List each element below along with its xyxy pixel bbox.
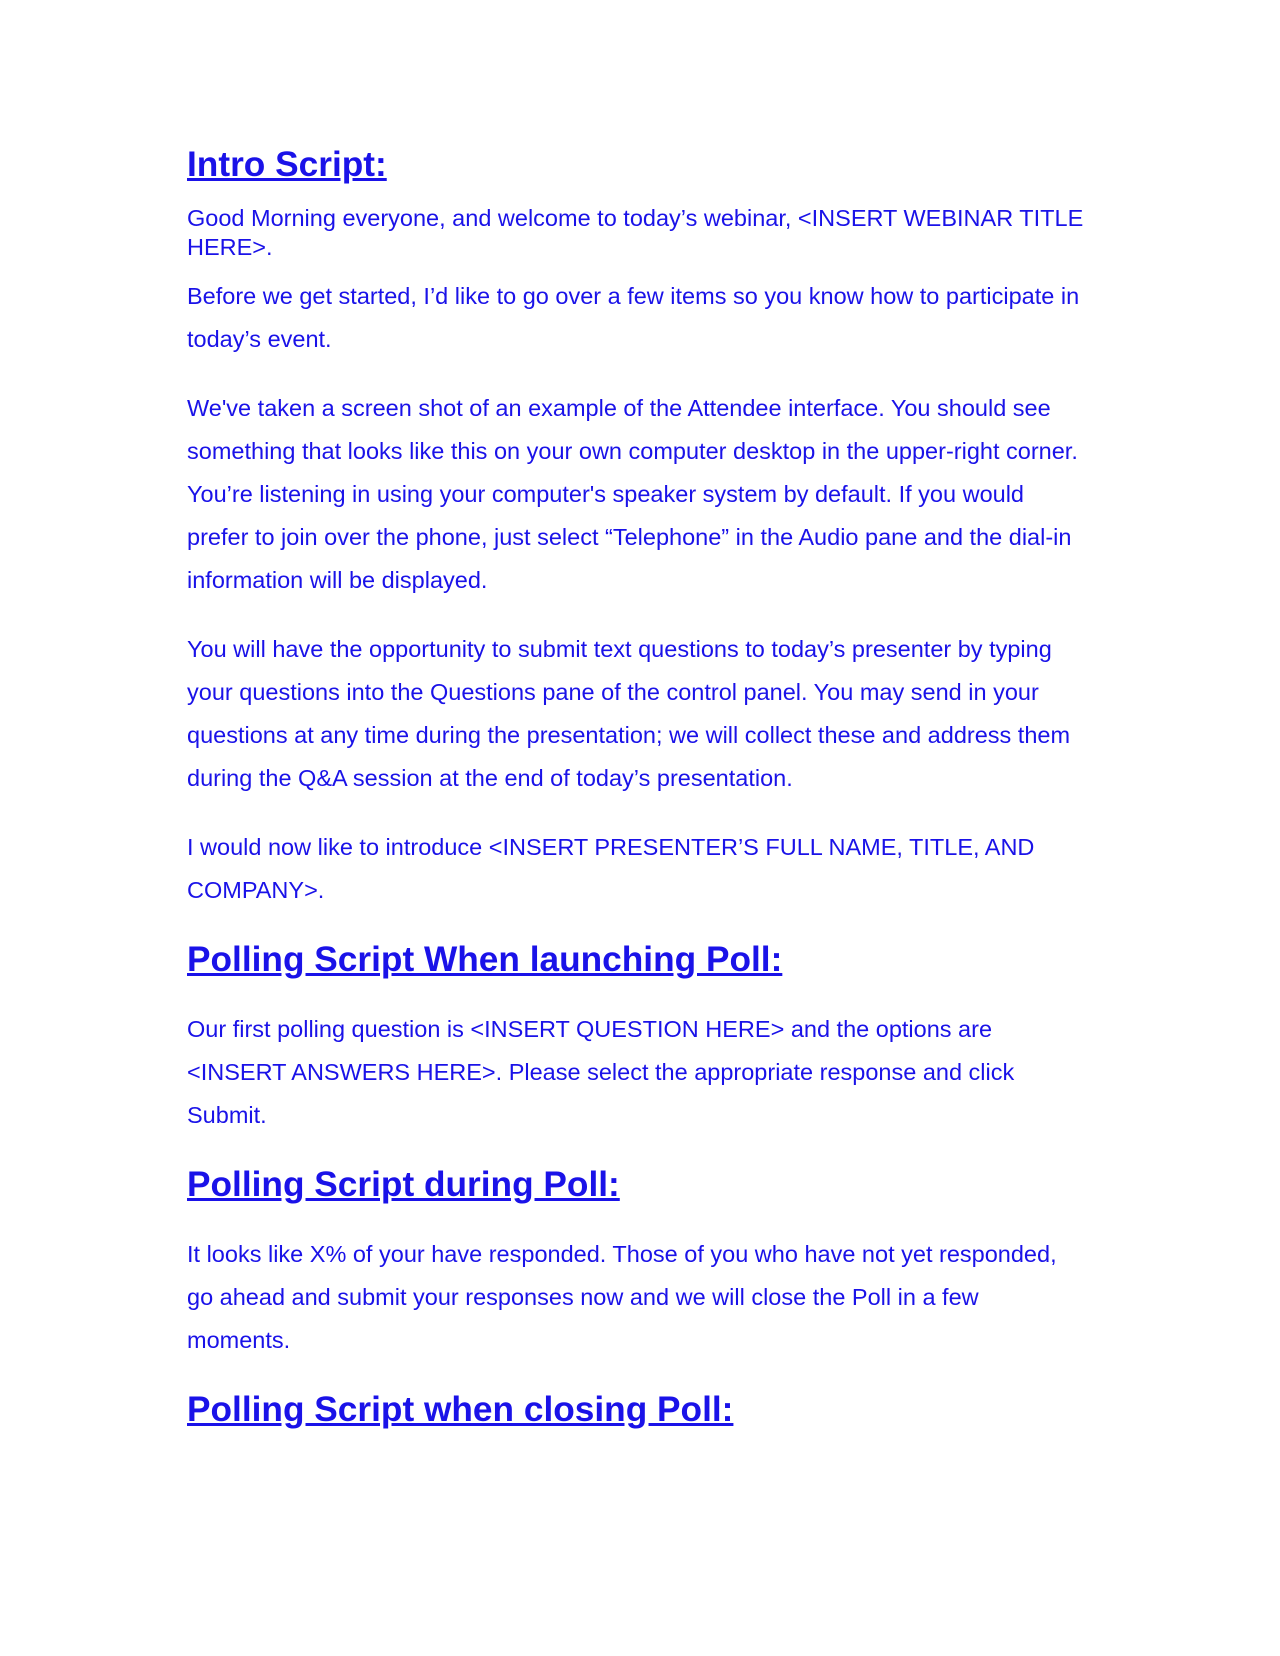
polling-during-heading: Polling Script during Poll:: [187, 1165, 620, 1204]
polling-launch-paragraph: Our first polling question is <INSERT QUESTION HERE> and the options are <INSERT ANSWERS HERE>. Please select the appropriate response and click Submit.: [187, 1016, 1015, 1128]
intro-paragraph-questions: You will have the opportunity to submit text questions to today’s presenter by typing your questions into the Questions pane of the control panel. You may send in your questions at any time during the presentation; we will collect these and address them during the Q&A session at the end of today’s presentation.: [187, 636, 1071, 791]
intro-paragraph-before-start: Before we get started, I’d like to go over a few items so you know how to participate in today’s event.: [187, 283, 1080, 352]
intro-script-heading: Intro Script:: [187, 145, 387, 184]
polling-during-paragraph: It looks like X% of your have responded. Those of you who have not yet responded, go ahead and submit your responses now and we will close the Poll in a few moments.: [187, 1241, 1057, 1353]
intro-paragraph-attendee-interface: We've taken a screen shot of an example of the Attendee interface. You should see something that looks like this on your own computer desktop in the upper-right corner. You’re listening in using your computer's speaker system by default. If you would prefer to join over the phone, just select “Telephone” in the Audio pane and the dial-in information will be displayed.: [187, 395, 1078, 593]
intro-paragraph-presenter: I would now like to introduce <INSERT PRESENTER’S FULL NAME, TITLE, AND COMPANY>.: [187, 834, 1035, 903]
document-page: [187, 145, 1087, 1429]
polling-launch-heading: Polling Script When launching Poll:: [187, 940, 783, 979]
polling-closing-heading: Polling Script when closing Poll:: [187, 1390, 734, 1429]
intro-paragraph-welcome: Good Morning everyone, and welcome to today’s webinar, <INSERT WEBINAR TITLE HERE>.: [187, 205, 1084, 260]
